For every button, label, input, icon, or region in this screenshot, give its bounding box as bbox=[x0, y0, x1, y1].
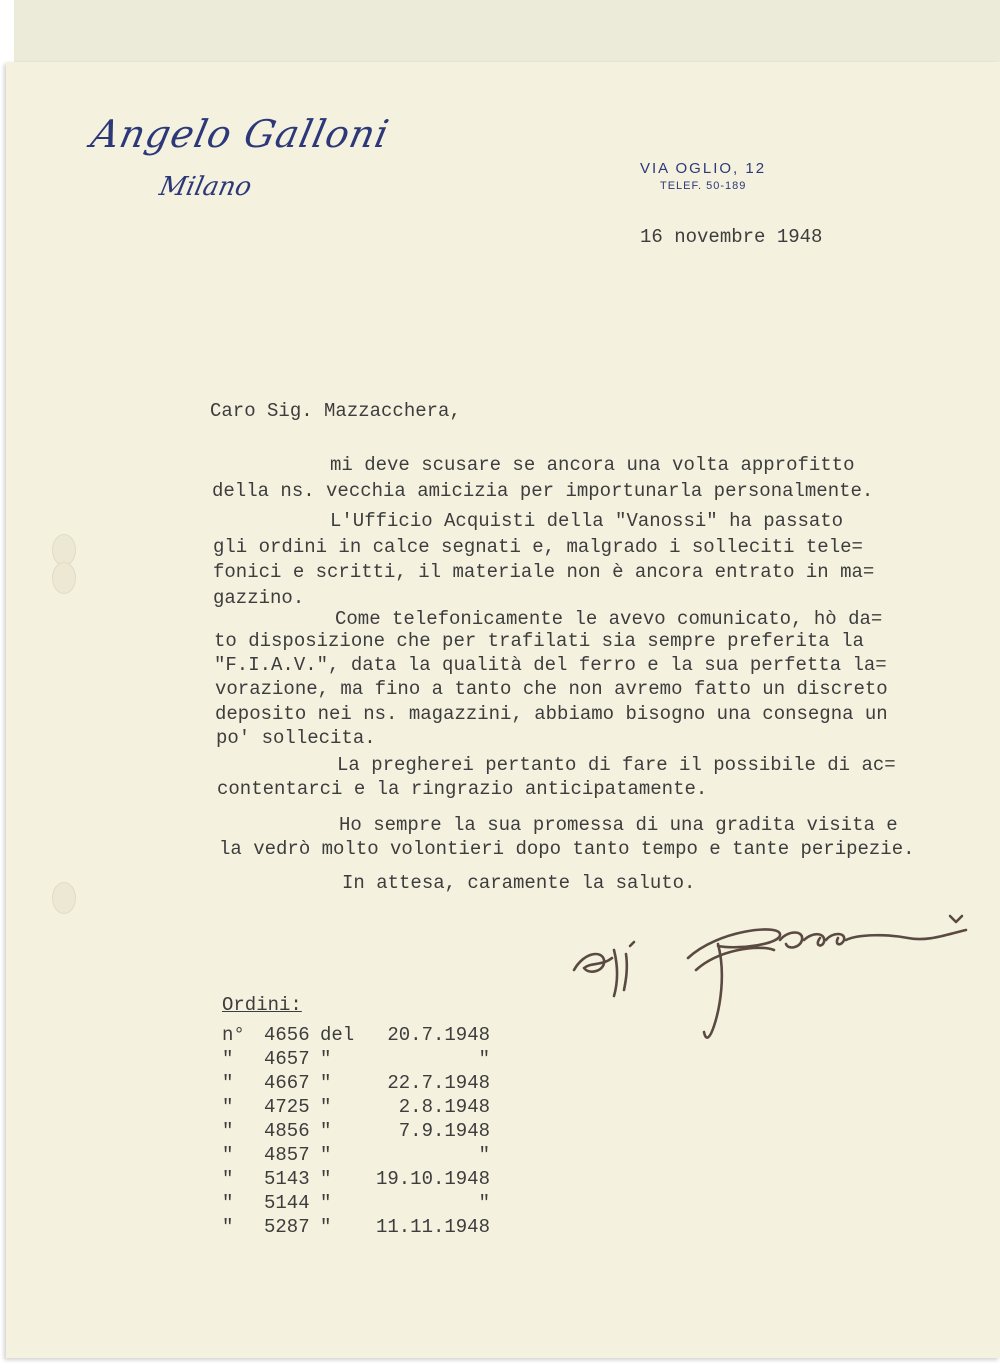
order-date: " bbox=[478, 1144, 490, 1166]
body-line: Come telefonicamente le avevo comunicato, hò da= bbox=[335, 608, 883, 630]
punch-hole bbox=[52, 562, 76, 594]
letterhead-phone: TELEF. 50-189 bbox=[660, 180, 747, 192]
order-del: " bbox=[320, 1096, 332, 1118]
order-prefix: " bbox=[222, 1144, 234, 1166]
body-line: deposito nei ns. magazzini, abbiamo bisogno una consegna un bbox=[215, 703, 888, 725]
punch-hole bbox=[52, 882, 76, 914]
order-date: " bbox=[478, 1192, 490, 1214]
body-line: L'Ufficio Acquisti della "Vanossi" ha passato bbox=[330, 510, 844, 532]
body-line: In attesa, caramente la saluto. bbox=[342, 872, 696, 894]
body-line: fonici e scritti, il materiale non è ancora entrato in ma= bbox=[213, 561, 875, 583]
orders-title: Ordini: bbox=[222, 994, 302, 1016]
handwritten-signature bbox=[568, 910, 978, 1050]
order-date: 7.9.1948 bbox=[398, 1120, 490, 1142]
letterhead-name: Angelo Galloni bbox=[87, 112, 394, 156]
order-del: del bbox=[320, 1024, 355, 1046]
order-date: 20.7.1948 bbox=[387, 1024, 490, 1046]
order-date: " bbox=[478, 1048, 490, 1070]
order-number: 4857 bbox=[264, 1144, 310, 1166]
order-prefix: " bbox=[222, 1096, 234, 1118]
salutation: Caro Sig. Mazzacchera, bbox=[210, 400, 461, 422]
body-line: gazzino. bbox=[213, 587, 305, 609]
order-prefix: " bbox=[222, 1072, 234, 1094]
body-line: la vedrò molto volontieri dopo tanto tempo e tante peripezie. bbox=[219, 838, 915, 860]
order-date: 22.7.1948 bbox=[387, 1072, 490, 1094]
body-line: Ho sempre la sua promessa di una gradita visita e bbox=[339, 814, 898, 836]
order-del: " bbox=[320, 1216, 332, 1238]
order-prefix: " bbox=[222, 1168, 234, 1190]
order-number: 4725 bbox=[264, 1096, 310, 1118]
order-del: " bbox=[320, 1192, 332, 1214]
order-number: 4667 bbox=[264, 1072, 310, 1094]
letterhead-city: Milano bbox=[156, 172, 255, 202]
order-number: 4856 bbox=[264, 1120, 310, 1142]
body-line: gli ordini in calce segnati e, malgrado i solleciti tele= bbox=[213, 536, 863, 558]
order-del: " bbox=[320, 1048, 332, 1070]
order-number: 5143 bbox=[264, 1168, 310, 1190]
order-date: 19.10.1948 bbox=[375, 1168, 490, 1190]
body-line: "F.I.A.V.", data la qualità del ferro e la sua perfetta la= bbox=[214, 654, 887, 676]
order-number: 5287 bbox=[264, 1216, 310, 1238]
underlying-sheet bbox=[14, 0, 1000, 70]
body-line: mi deve scusare se ancora una volta approfitto bbox=[330, 454, 855, 476]
body-line: della ns. vecchia amicizia per importunarla personalmente. bbox=[212, 480, 874, 502]
letter-date: 16 novembre 1948 bbox=[640, 226, 823, 248]
order-prefix: " bbox=[222, 1048, 234, 1070]
body-line: po' sollecita. bbox=[216, 727, 376, 749]
order-del: " bbox=[320, 1120, 332, 1142]
order-number: 5144 bbox=[264, 1192, 310, 1214]
order-prefix: " bbox=[222, 1192, 234, 1214]
body-line: La pregherei pertanto di fare il possibile di ac= bbox=[337, 754, 896, 776]
body-line: contentarci e la ringrazio anticipatamente. bbox=[217, 778, 708, 800]
order-del: " bbox=[320, 1144, 332, 1166]
letterhead-address: VIA OGLIO, 12 bbox=[640, 160, 767, 177]
order-date: 11.11.1948 bbox=[375, 1216, 490, 1238]
order-number: 4657 bbox=[264, 1048, 310, 1070]
body-line: to disposizione che per trafilati sia sempre preferita la bbox=[214, 630, 864, 652]
order-number: 4656 bbox=[264, 1024, 310, 1046]
body-line: vorazione, ma fino a tanto che non avremo fatto un discreto bbox=[215, 678, 888, 700]
order-del: " bbox=[320, 1072, 332, 1094]
order-date: 2.8.1948 bbox=[398, 1096, 490, 1118]
order-prefix: n° bbox=[222, 1024, 245, 1046]
order-prefix: " bbox=[222, 1216, 234, 1238]
order-del: " bbox=[320, 1168, 332, 1190]
order-prefix: " bbox=[222, 1120, 234, 1142]
